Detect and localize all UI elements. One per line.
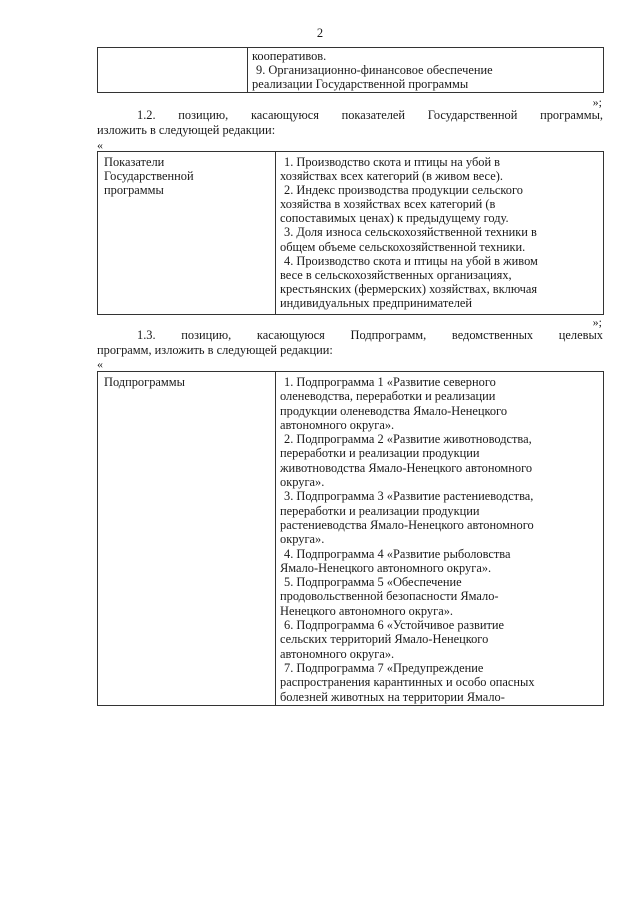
cell-line: 6. Подпрограмма 6 «Устойчивое развитие xyxy=(284,618,505,633)
table-divider xyxy=(247,48,248,92)
cell-line: распространения карантинных и особо опасных xyxy=(280,675,535,690)
cell-line: крестьянских (фермерских) хозяйствах, включая xyxy=(280,281,538,296)
cell-line: 1. Производство скота и птицы на убой в xyxy=(284,155,501,169)
cell-line: Показатели xyxy=(104,155,165,169)
cell-line: переработки и реализации продукции xyxy=(280,503,480,518)
paragraph-1-2 xyxy=(97,108,603,137)
opening-quote: « xyxy=(97,138,103,152)
cell-line: реализации Государственной программы xyxy=(252,77,469,92)
cell-line: животноводства Ямало-Ненецкого автономного xyxy=(280,460,533,475)
cell-line: хозяйствах всех категорий (в живом весе). xyxy=(280,169,503,184)
indicators-left-cell xyxy=(104,155,272,197)
cell-line: округа». xyxy=(280,475,325,490)
cell-line: сельских территорий Ямало-Ненецкого xyxy=(280,632,489,647)
cell-line: 7. Подпрограмма 7 «Предупреждение xyxy=(284,660,484,675)
paragraph-1-3 xyxy=(97,328,603,357)
cell-line: индивидуальных предпринимателей xyxy=(280,295,473,310)
cell-line: оленеводства, переработки и реализации xyxy=(280,389,496,404)
subprograms-right-cell xyxy=(280,375,600,704)
subprograms-left-cell: Подпрограммы xyxy=(104,375,185,389)
opening-quote: « xyxy=(97,357,103,371)
table-subprograms xyxy=(97,371,604,706)
indicators-right-cell xyxy=(280,155,600,310)
cell-line: растениеводства Ямало-Ненецкого автономного xyxy=(280,517,534,532)
table-continuation-right-cell xyxy=(252,49,597,91)
paragraph-line: изложить в следующей редакции: xyxy=(97,122,276,137)
cell-line: хозяйства в хозяйствах всех категорий (в xyxy=(280,197,496,212)
cell-line: продовольственной безопасности Ямало- xyxy=(280,589,499,604)
cell-line: автономного округа». xyxy=(280,646,395,661)
cell-line: Ненецкого автономного округа». xyxy=(280,603,453,618)
table-continuation xyxy=(97,47,604,93)
page-number: 2 xyxy=(316,26,324,40)
cell-line: 4. Подпрограмма 4 «Развитие рыболовства xyxy=(284,546,511,561)
table-indicators xyxy=(97,151,604,315)
cell-line: 3. Подпрограмма 3 «Развитие растениеводства, xyxy=(284,489,534,504)
cell-line: 2. Индекс производства продукции сельского xyxy=(284,183,523,198)
cell-line: переработки и реализации продукции xyxy=(280,446,480,461)
cell-line: автономного округа». xyxy=(280,417,395,432)
cell-line: кооперативов. xyxy=(252,49,327,63)
table-divider xyxy=(275,372,276,705)
cell-line: 4. Производство скота и птицы на убой в живом xyxy=(284,253,538,268)
cell-line: продукции оленеводства Ямало-Ненецкого xyxy=(280,403,508,418)
cell-line: программы xyxy=(104,183,164,198)
cell-line: 1. Подпрограмма 1 «Развитие северного xyxy=(284,375,496,389)
closing-quote: »; xyxy=(592,315,602,329)
cell-line: 5. Подпрограмма 5 «Обеспечение xyxy=(284,575,462,590)
cell-line: общем объеме сельскохозяйственной техники. xyxy=(280,239,526,254)
cell-line: 3. Доля износа сельскохозяйственной техники в xyxy=(284,225,537,240)
cell-line: 2. Подпрограмма 2 «Развитие животноводства, xyxy=(284,432,532,447)
cell-line: Государственной xyxy=(104,169,194,184)
paragraph-line: программ, изложить в следующей редакции: xyxy=(97,342,333,357)
cell-line: округа». xyxy=(280,532,325,547)
cell-line: весе в сельскохозяйственных организациях, xyxy=(280,267,512,282)
paragraph-line: 1.3. позицию, касающуюся Подпрограмм, ведомственных целевых xyxy=(137,328,603,342)
paragraph-line: 1.2. позицию, касающуюся показателей Государственной программы, xyxy=(137,108,603,122)
closing-quote: »; xyxy=(592,95,602,109)
table-divider xyxy=(275,152,276,314)
cell-line: сопоставимых ценах) к предыдущему году. xyxy=(280,211,509,226)
cell-line: болезней животных на территории Ямало- xyxy=(280,689,505,704)
cell-line: 9. Организационно-финансовое обеспечение xyxy=(256,63,493,78)
cell-line: Ямало-Ненецкого автономного округа». xyxy=(280,560,492,575)
